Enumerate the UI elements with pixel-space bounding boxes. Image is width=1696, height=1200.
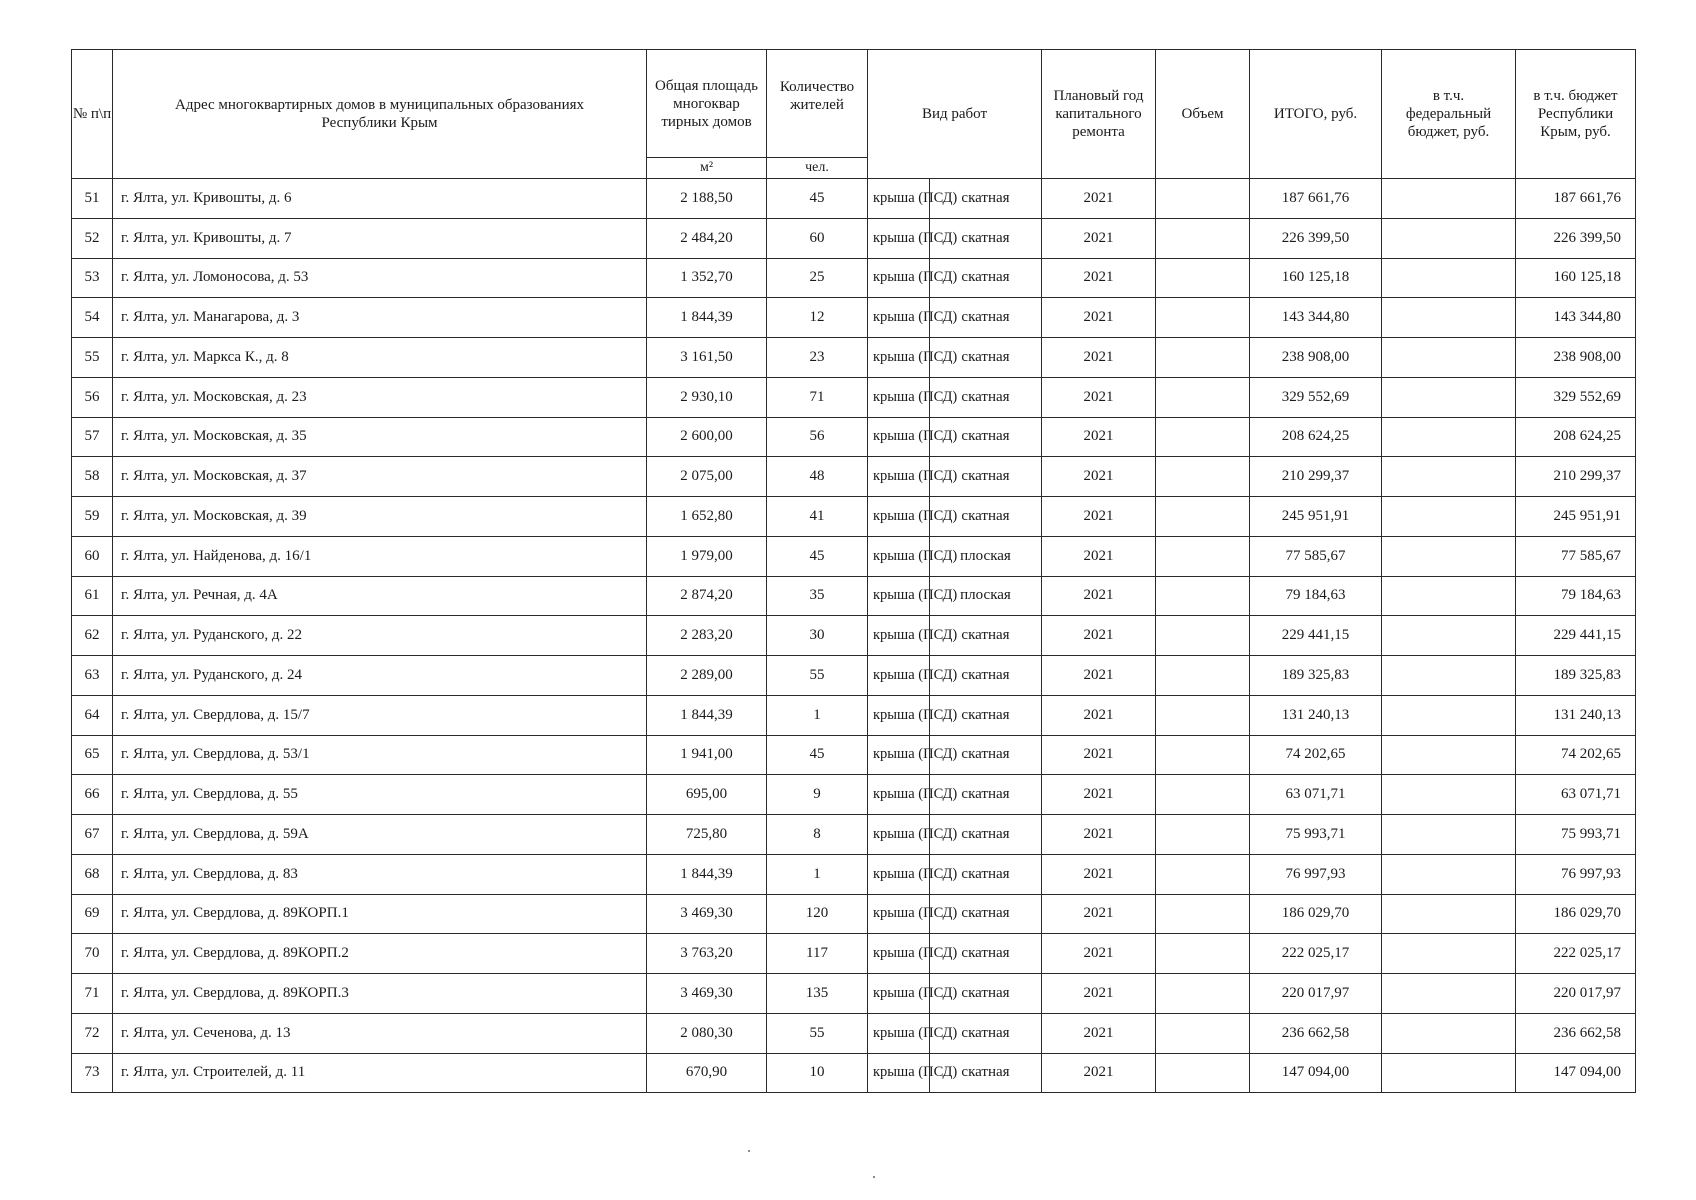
row-federal [1382, 775, 1516, 815]
row-year: 2021 [1042, 775, 1156, 815]
table-row [72, 298, 1636, 338]
row-federal [1382, 735, 1516, 775]
row-work: крыша (ПСД) [868, 497, 930, 537]
row-address: г. Ялта, ул. Свердлова, д. 15/7 [113, 695, 647, 735]
row-area: 2 283,20 [647, 616, 767, 656]
row-number: 68 [72, 854, 113, 894]
row-area: 1 844,39 [647, 695, 767, 735]
row-year: 2021 [1042, 179, 1156, 219]
row-volume [1156, 775, 1250, 815]
row-regional: 222 025,17 [1516, 934, 1636, 974]
row-total: 76 997,93 [1250, 854, 1382, 894]
row-roof-type: скатная [930, 1013, 1042, 1053]
row-area: 3 763,20 [647, 934, 767, 974]
row-year: 2021 [1042, 854, 1156, 894]
row-area: 695,00 [647, 775, 767, 815]
row-number: 53 [72, 258, 113, 298]
table-row [72, 1013, 1636, 1053]
row-volume [1156, 1053, 1250, 1093]
row-regional: 210 299,37 [1516, 457, 1636, 497]
table-row [72, 576, 1636, 616]
row-total: 160 125,18 [1250, 258, 1382, 298]
row-residents: 9 [767, 775, 868, 815]
row-work: крыша (ПСД) [868, 218, 930, 258]
row-area: 1 979,00 [647, 536, 767, 576]
row-year: 2021 [1042, 457, 1156, 497]
table-row [72, 1053, 1636, 1093]
row-federal [1382, 616, 1516, 656]
row-total: 189 325,83 [1250, 656, 1382, 696]
row-regional: 76 997,93 [1516, 854, 1636, 894]
row-total: 245 951,91 [1250, 497, 1382, 537]
row-area: 3 469,30 [647, 894, 767, 934]
table-row [72, 417, 1636, 457]
table-row [72, 934, 1636, 974]
row-address: г. Ялта, ул. Свердлова, д. 59А [113, 815, 647, 855]
table-row [72, 854, 1636, 894]
row-regional: 187 661,76 [1516, 179, 1636, 219]
row-regional: 79 184,63 [1516, 576, 1636, 616]
row-number: 52 [72, 218, 113, 258]
row-residents: 55 [767, 656, 868, 696]
row-roof-type: скатная [930, 497, 1042, 537]
row-year: 2021 [1042, 815, 1156, 855]
scan-speck [873, 1176, 875, 1178]
table-row [72, 815, 1636, 855]
row-number: 59 [72, 497, 113, 537]
row-year: 2021 [1042, 258, 1156, 298]
row-roof-type: скатная [930, 1053, 1042, 1093]
row-residents: 120 [767, 894, 868, 934]
row-area: 1 352,70 [647, 258, 767, 298]
row-number: 65 [72, 735, 113, 775]
table-row [72, 974, 1636, 1014]
row-number: 63 [72, 656, 113, 696]
row-roof-type: скатная [930, 457, 1042, 497]
row-residents: 8 [767, 815, 868, 855]
row-work: крыша (ПСД) [868, 934, 930, 974]
header-work: Вид работ [868, 50, 1042, 179]
row-address: г. Ялта, ул. Московская, д. 39 [113, 497, 647, 537]
row-federal [1382, 656, 1516, 696]
row-work: крыша (ПСД) [868, 735, 930, 775]
row-regional: 226 399,50 [1516, 218, 1636, 258]
row-roof-type: скатная [930, 377, 1042, 417]
row-address: г. Ялта, ул. Маркса К., д. 8 [113, 338, 647, 378]
row-volume [1156, 417, 1250, 457]
row-residents: 10 [767, 1053, 868, 1093]
row-residents: 48 [767, 457, 868, 497]
row-total: 238 908,00 [1250, 338, 1382, 378]
row-roof-type: скатная [930, 894, 1042, 934]
row-year: 2021 [1042, 576, 1156, 616]
row-total: 75 993,71 [1250, 815, 1382, 855]
row-federal [1382, 576, 1516, 616]
row-year: 2021 [1042, 497, 1156, 537]
row-regional: 236 662,58 [1516, 1013, 1636, 1053]
row-address: г. Ялта, ул. Руданского, д. 22 [113, 616, 647, 656]
row-work: крыша (ПСД) [868, 815, 930, 855]
header-year: Плановый год капитального ремонта [1042, 50, 1156, 179]
document-sheet [71, 49, 1635, 1093]
row-area: 2 289,00 [647, 656, 767, 696]
header-volume: Объем [1156, 50, 1250, 179]
row-federal [1382, 536, 1516, 576]
row-number: 71 [72, 974, 113, 1014]
row-residents: 30 [767, 616, 868, 656]
row-residents: 12 [767, 298, 868, 338]
row-address: г. Ялта, ул. Сеченова, д. 13 [113, 1013, 647, 1053]
row-address: г. Ялта, ул. Кривошты, д. 6 [113, 179, 647, 219]
row-total: 208 624,25 [1250, 417, 1382, 457]
row-number: 67 [72, 815, 113, 855]
row-volume [1156, 735, 1250, 775]
row-residents: 41 [767, 497, 868, 537]
row-roof-type: плоская [930, 576, 1042, 616]
table-row [72, 258, 1636, 298]
row-residents: 45 [767, 179, 868, 219]
row-residents: 60 [767, 218, 868, 258]
row-work: крыша (ПСД) [868, 377, 930, 417]
row-work: крыша (ПСД) [868, 457, 930, 497]
row-number: 66 [72, 775, 113, 815]
header-address: Адрес многоквартирных домов в муниципальных образованиях Республики Крым [113, 50, 647, 179]
table-row [72, 457, 1636, 497]
row-federal [1382, 815, 1516, 855]
row-total: 77 585,67 [1250, 536, 1382, 576]
row-year: 2021 [1042, 417, 1156, 457]
row-work: крыша (ПСД) [868, 974, 930, 1014]
row-residents: 23 [767, 338, 868, 378]
row-total: 147 094,00 [1250, 1053, 1382, 1093]
row-roof-type: скатная [930, 854, 1042, 894]
row-roof-type: скатная [930, 974, 1042, 1014]
row-volume [1156, 854, 1250, 894]
row-roof-type: скатная [930, 258, 1042, 298]
row-residents: 71 [767, 377, 868, 417]
row-address: г. Ялта, ул. Свердлова, д. 53/1 [113, 735, 647, 775]
row-address: г. Ялта, ул. Свердлова, д. 89КОРП.2 [113, 934, 647, 974]
row-address: г. Ялта, ул. Ломоносова, д. 53 [113, 258, 647, 298]
row-volume [1156, 218, 1250, 258]
row-year: 2021 [1042, 1013, 1156, 1053]
row-area: 2 075,00 [647, 457, 767, 497]
row-work: крыша (ПСД) [868, 417, 930, 457]
row-regional: 160 125,18 [1516, 258, 1636, 298]
row-area: 3 161,50 [647, 338, 767, 378]
row-number: 62 [72, 616, 113, 656]
table-row [72, 695, 1636, 735]
row-work: крыша (ПСД) [868, 656, 930, 696]
row-work: крыша (ПСД) [868, 775, 930, 815]
row-total: 186 029,70 [1250, 894, 1382, 934]
row-regional: 147 094,00 [1516, 1053, 1636, 1093]
row-total: 74 202,65 [1250, 735, 1382, 775]
row-year: 2021 [1042, 735, 1156, 775]
row-roof-type: скатная [930, 616, 1042, 656]
row-area: 1 844,39 [647, 298, 767, 338]
row-address: г. Ялта, ул. Речная, д. 4А [113, 576, 647, 616]
row-regional: 143 344,80 [1516, 298, 1636, 338]
row-area: 2 930,10 [647, 377, 767, 417]
row-number: 57 [72, 417, 113, 457]
row-year: 2021 [1042, 934, 1156, 974]
row-year: 2021 [1042, 616, 1156, 656]
row-area: 2 600,00 [647, 417, 767, 457]
row-regional: 208 624,25 [1516, 417, 1636, 457]
scan-speck [748, 1150, 750, 1152]
row-volume [1156, 894, 1250, 934]
row-roof-type: скатная [930, 656, 1042, 696]
table-row [72, 894, 1636, 934]
row-area: 725,80 [647, 815, 767, 855]
row-total: 329 552,69 [1250, 377, 1382, 417]
row-roof-type: скатная [930, 179, 1042, 219]
row-roof-type: скатная [930, 298, 1042, 338]
row-volume [1156, 974, 1250, 1014]
table-row [72, 775, 1636, 815]
row-volume [1156, 298, 1250, 338]
table-row [72, 735, 1636, 775]
row-total: 229 441,15 [1250, 616, 1382, 656]
row-work: крыша (ПСД) [868, 695, 930, 735]
row-roof-type: скатная [930, 775, 1042, 815]
row-address: г. Ялта, ул. Строителей, д. 11 [113, 1053, 647, 1093]
row-total: 226 399,50 [1250, 218, 1382, 258]
header-residents-unit: чел. [767, 158, 868, 179]
row-federal [1382, 298, 1516, 338]
row-federal [1382, 377, 1516, 417]
row-total: 187 661,76 [1250, 179, 1382, 219]
header-area-unit: м² [647, 158, 767, 179]
row-residents: 35 [767, 576, 868, 616]
row-residents: 25 [767, 258, 868, 298]
row-year: 2021 [1042, 377, 1156, 417]
row-work: крыша (ПСД) [868, 854, 930, 894]
row-address: г. Ялта, ул. Свердлова, д. 55 [113, 775, 647, 815]
row-federal [1382, 417, 1516, 457]
table-row [72, 497, 1636, 537]
row-residents: 45 [767, 536, 868, 576]
row-regional: 189 325,83 [1516, 656, 1636, 696]
row-area: 2 188,50 [647, 179, 767, 219]
row-total: 210 299,37 [1250, 457, 1382, 497]
row-roof-type: скатная [930, 338, 1042, 378]
row-regional: 229 441,15 [1516, 616, 1636, 656]
row-work: крыша (ПСД) [868, 616, 930, 656]
row-year: 2021 [1042, 1053, 1156, 1093]
row-roof-type: скатная [930, 695, 1042, 735]
row-year: 2021 [1042, 894, 1156, 934]
row-number: 60 [72, 536, 113, 576]
row-volume [1156, 576, 1250, 616]
row-regional: 63 071,71 [1516, 775, 1636, 815]
row-work: крыша (ПСД) [868, 338, 930, 378]
row-residents: 1 [767, 854, 868, 894]
row-address: г. Ялта, ул. Московская, д. 23 [113, 377, 647, 417]
row-federal [1382, 258, 1516, 298]
row-year: 2021 [1042, 656, 1156, 696]
table-row [72, 218, 1636, 258]
row-roof-type: скатная [930, 934, 1042, 974]
row-work: крыша (ПСД) [868, 576, 930, 616]
row-number: 69 [72, 894, 113, 934]
row-total: 131 240,13 [1250, 695, 1382, 735]
row-number: 55 [72, 338, 113, 378]
row-residents: 56 [767, 417, 868, 457]
row-roof-type: скатная [930, 417, 1042, 457]
row-regional: 74 202,65 [1516, 735, 1636, 775]
row-regional: 77 585,67 [1516, 536, 1636, 576]
row-address: г. Ялта, ул. Манагарова, д. 3 [113, 298, 647, 338]
row-federal [1382, 934, 1516, 974]
row-area: 3 469,30 [647, 974, 767, 1014]
row-federal [1382, 338, 1516, 378]
row-area: 1 844,39 [647, 854, 767, 894]
row-year: 2021 [1042, 536, 1156, 576]
row-work: крыша (ПСД) [868, 298, 930, 338]
row-residents: 135 [767, 974, 868, 1014]
row-address: г. Ялта, ул. Московская, д. 35 [113, 417, 647, 457]
row-volume [1156, 377, 1250, 417]
header-residents: Количество жителей [767, 50, 868, 158]
row-area: 1 941,00 [647, 735, 767, 775]
row-number: 72 [72, 1013, 113, 1053]
row-number: 73 [72, 1053, 113, 1093]
row-number: 54 [72, 298, 113, 338]
row-regional: 329 552,69 [1516, 377, 1636, 417]
row-address: г. Ялта, ул. Московская, д. 37 [113, 457, 647, 497]
row-federal [1382, 1013, 1516, 1053]
row-address: г. Ялта, ул. Свердлова, д. 83 [113, 854, 647, 894]
row-regional: 220 017,97 [1516, 974, 1636, 1014]
row-roof-type: плоская [930, 536, 1042, 576]
table-row [72, 536, 1636, 576]
row-number: 51 [72, 179, 113, 219]
header-federal: в т.ч. федеральный бюджет, руб. [1382, 50, 1516, 179]
row-residents: 1 [767, 695, 868, 735]
row-work: крыша (ПСД) [868, 258, 930, 298]
row-number: 58 [72, 457, 113, 497]
row-area: 2 080,30 [647, 1013, 767, 1053]
row-address: г. Ялта, ул. Свердлова, д. 89КОРП.1 [113, 894, 647, 934]
row-volume [1156, 258, 1250, 298]
row-federal [1382, 695, 1516, 735]
row-total: 79 184,63 [1250, 576, 1382, 616]
row-volume [1156, 656, 1250, 696]
table-row [72, 179, 1636, 219]
row-year: 2021 [1042, 695, 1156, 735]
row-roof-type: скатная [930, 218, 1042, 258]
row-residents: 45 [767, 735, 868, 775]
row-volume [1156, 616, 1250, 656]
row-number: 64 [72, 695, 113, 735]
table-row [72, 656, 1636, 696]
table-row [72, 616, 1636, 656]
table-body [72, 179, 1636, 1093]
row-residents: 117 [767, 934, 868, 974]
row-area: 2 484,20 [647, 218, 767, 258]
row-federal [1382, 497, 1516, 537]
row-total: 222 025,17 [1250, 934, 1382, 974]
row-federal [1382, 974, 1516, 1014]
row-volume [1156, 457, 1250, 497]
row-address: г. Ялта, ул. Руданского, д. 24 [113, 656, 647, 696]
row-volume [1156, 497, 1250, 537]
row-address: г. Ялта, ул. Найденова, д. 16/1 [113, 536, 647, 576]
row-volume [1156, 695, 1250, 735]
header-num: № п\п [72, 50, 113, 179]
row-residents: 55 [767, 1013, 868, 1053]
row-year: 2021 [1042, 218, 1156, 258]
row-federal [1382, 1053, 1516, 1093]
row-work: крыша (ПСД) [868, 894, 930, 934]
row-year: 2021 [1042, 298, 1156, 338]
row-federal [1382, 218, 1516, 258]
row-year: 2021 [1042, 974, 1156, 1014]
row-number: 61 [72, 576, 113, 616]
table-row [72, 338, 1636, 378]
row-total: 236 662,58 [1250, 1013, 1382, 1053]
row-regional: 75 993,71 [1516, 815, 1636, 855]
row-volume [1156, 179, 1250, 219]
row-address: г. Ялта, ул. Кривошты, д. 7 [113, 218, 647, 258]
row-federal [1382, 457, 1516, 497]
row-volume [1156, 1013, 1250, 1053]
row-volume [1156, 815, 1250, 855]
row-total: 63 071,71 [1250, 775, 1382, 815]
row-total: 220 017,97 [1250, 974, 1382, 1014]
row-area: 670,90 [647, 1053, 767, 1093]
row-regional: 245 951,91 [1516, 497, 1636, 537]
row-address: г. Ялта, ул. Свердлова, д. 89КОРП.3 [113, 974, 647, 1014]
row-roof-type: скатная [930, 735, 1042, 775]
repair-table [71, 49, 1636, 1093]
row-work: крыша (ПСД) [868, 1013, 930, 1053]
header-regional: в т.ч. бюджет Республики Крым, руб. [1516, 50, 1636, 179]
row-total: 143 344,80 [1250, 298, 1382, 338]
row-volume [1156, 536, 1250, 576]
row-federal [1382, 179, 1516, 219]
row-area: 1 652,80 [647, 497, 767, 537]
row-regional: 131 240,13 [1516, 695, 1636, 735]
row-volume [1156, 934, 1250, 974]
table-row [72, 377, 1636, 417]
row-volume [1156, 338, 1250, 378]
row-roof-type: скатная [930, 815, 1042, 855]
row-number: 56 [72, 377, 113, 417]
row-year: 2021 [1042, 338, 1156, 378]
row-regional: 238 908,00 [1516, 338, 1636, 378]
row-work: крыша (ПСД) [868, 1053, 930, 1093]
row-regional: 186 029,70 [1516, 894, 1636, 934]
header-area: Общая площадь многоквар тирных домов [647, 50, 767, 158]
row-federal [1382, 894, 1516, 934]
row-work: крыша (ПСД) [868, 536, 930, 576]
row-federal [1382, 854, 1516, 894]
row-number: 70 [72, 934, 113, 974]
row-work: крыша (ПСД) [868, 179, 930, 219]
row-area: 2 874,20 [647, 576, 767, 616]
header-total: ИТОГО, руб. [1250, 50, 1382, 179]
